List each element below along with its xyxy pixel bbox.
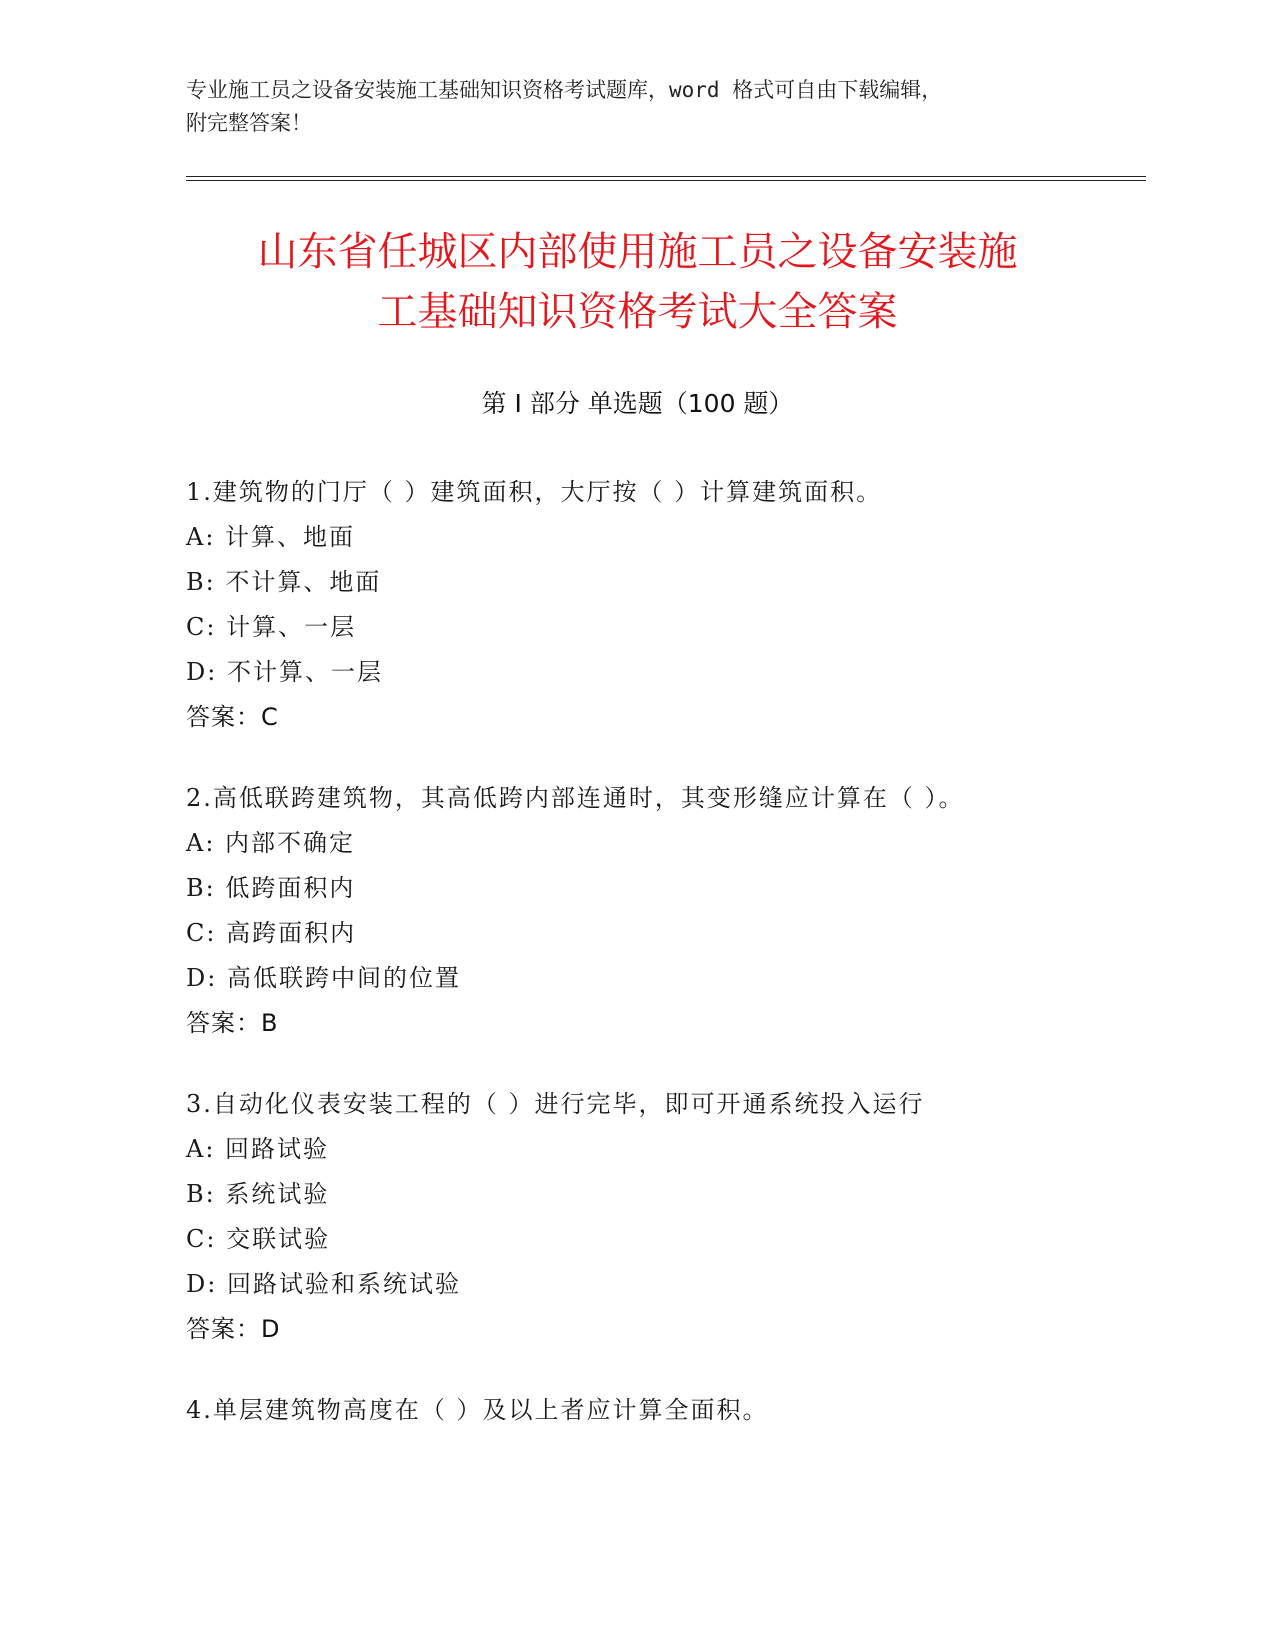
option-d: D: 高低联跨中间的位置: [186, 964, 461, 992]
option-b: B: 不计算、地面: [186, 568, 382, 596]
document-title-line-2: 工基础知识资格考试大全答案: [377, 289, 898, 335]
option-d: D: 回路试验和系统试验: [186, 1270, 461, 1298]
option-c: C: 高跨面积内: [186, 919, 357, 947]
option-c: C: 交联试验: [186, 1225, 331, 1253]
question-list: [186, 470, 1146, 1469]
header-note-line-2: 附完整答案！: [186, 111, 312, 135]
header-note: [186, 74, 1086, 140]
option-a: A: 计算、地面: [186, 523, 356, 551]
question-stem: 4.单层建筑物高度在（ ）及以上者应计算全面积。: [186, 1396, 769, 1424]
question-4: [186, 1388, 1146, 1433]
question-1: [186, 470, 1146, 740]
section-heading: 第 I 部分 单选题（100 题）: [481, 389, 794, 418]
question-stem: 3.自动化仪表安装工程的（ ）进行完毕，即可开通系统投入运行: [186, 1090, 925, 1118]
option-c: C: 计算、一层: [186, 613, 357, 641]
document-title-line-1: 山东省任城区内部使用施工员之设备安装施: [257, 229, 1018, 275]
option-b: B: 低跨面积内: [186, 874, 356, 902]
question-stem: 1.建筑物的门厅（ ）建筑面积，大厅按（ ）计算建筑面积。: [186, 478, 883, 506]
document-title: [150, 222, 1125, 342]
header-note-line-1: 专业施工员之设备安装施工基础知识资格考试题库，word 格式可自由下载编辑，: [186, 78, 943, 102]
option-b: B: 系统试验: [186, 1180, 330, 1208]
answer: 答案：D: [186, 1315, 281, 1343]
question-2: [186, 776, 1146, 1046]
option-a: A: 回路试验: [186, 1135, 330, 1163]
option-d: D: 不计算、一层: [186, 658, 383, 686]
answer: 答案：C: [186, 703, 279, 731]
option-a: A: 内部不确定: [186, 829, 356, 857]
answer: 答案：B: [186, 1009, 279, 1037]
question-3: [186, 1082, 1146, 1352]
question-stem: 2.高低联跨建筑物，其高低跨内部连通时，其变形缝应计算在（ ）。: [186, 784, 965, 812]
header-divider: [186, 176, 1146, 181]
